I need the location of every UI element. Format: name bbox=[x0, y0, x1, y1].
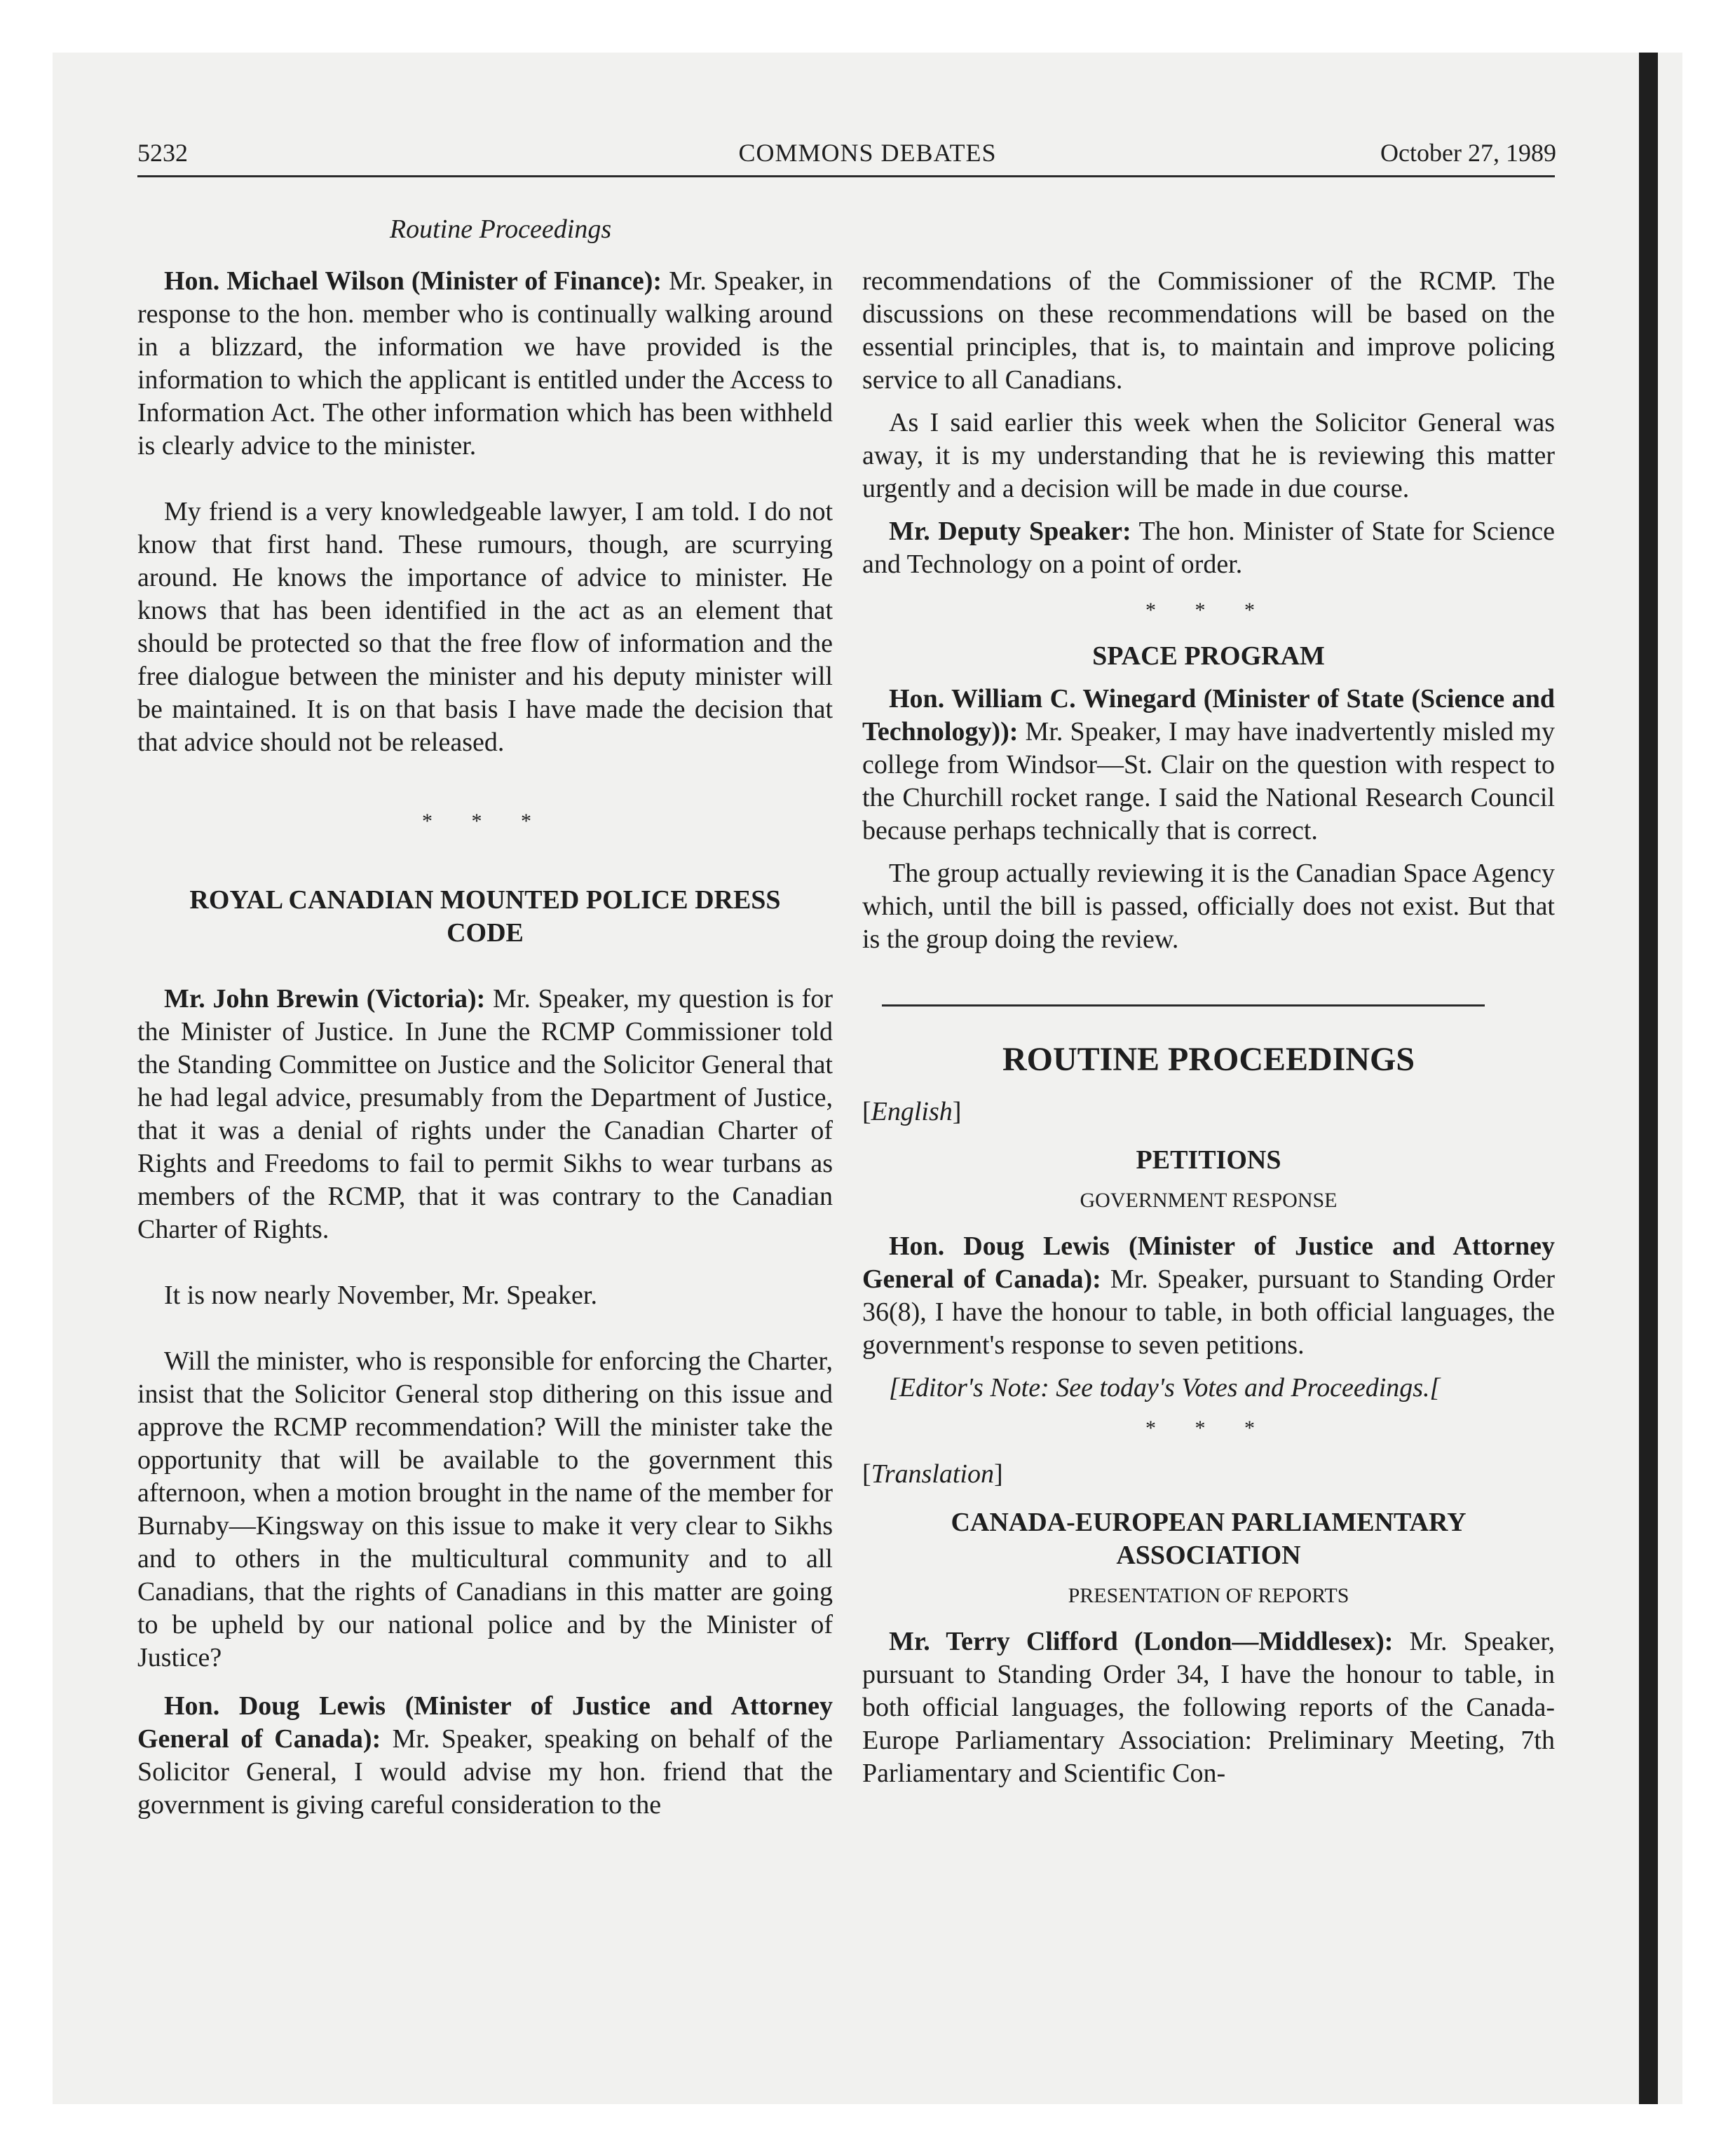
section-heading-association: CANADA-EUROPEAN PARLIAMENTARY ASSOCIATION bbox=[951, 1508, 1467, 1570]
section-heading-rcmp: ROYAL CANADIAN MOUNTED POLICE DRESS CODE bbox=[189, 885, 781, 948]
speech-text: Mr. Speaker, I may have inadvertently misled my college from Windsor—St. Clair on the question with respect to the Churchill rocket range. I said the National Research Council because perhaps technically that is correct. bbox=[862, 717, 1555, 845]
lewis-paragraph-2: As I said earlier this week when the Solicitor General was away, it is my understanding that he is reviewing this matter urgently and a decision will be made in due course. bbox=[862, 408, 1555, 503]
language-marker-english: [English] bbox=[862, 1097, 962, 1126]
speaker-name: Hon. Doug Lewis (Minister of Justice and Attorney General of Canada): bbox=[862, 1231, 1555, 1294]
brewin-paragraph-2: It is now nearly November, Mr. Speaker. bbox=[164, 1281, 597, 1310]
publication-title: COMMONS DEBATES bbox=[738, 139, 997, 167]
speech-text: Mr. Speaker, my question is for the Minister of Justice. In June the RCMP Commissioner told the Standing Committee on Justice and the Solicitor General that he had legal advice, presumably from the Department of Justice, that it was a denial of rights under the Canadian Charter of Rights and Freedoms to fail to permit Sikhs to wear turbans as members of the RCMP, that it was contrary to the Canadian Charter of Rights. bbox=[137, 984, 833, 1244]
section-separator: * * * bbox=[1145, 599, 1272, 622]
speech-text: Mr. Speaker, in response to the hon. member who is continually walking around in a blizzard, the information we have provided is the information to which the applicant is entitled under the Access to Information Act. The other information which has been withheld is clearly advice to the minister. bbox=[137, 266, 833, 460]
winegard-paragraph bbox=[862, 683, 1555, 847]
speaker-name: Mr. Deputy Speaker: bbox=[889, 517, 1131, 546]
wilson-paragraph bbox=[137, 265, 833, 463]
section-separator: * * * bbox=[422, 810, 548, 833]
section-heading-space: SPACE PROGRAM bbox=[1092, 641, 1325, 671]
speaker-name: Hon. William C. Winegard (Minister of State (Science and Technology)): bbox=[862, 684, 1555, 746]
right-column bbox=[862, 265, 1555, 1790]
subheading-presentation-of-reports: PRESENTATION OF REPORTS bbox=[1068, 1584, 1349, 1607]
lewis-petitions-paragraph bbox=[862, 1230, 1555, 1362]
winegard-paragraph-2: The group actually reviewing it is the Canadian Space Agency which, until the bill is passed, officially does not exist. But that is the group doing the review. bbox=[862, 859, 1555, 954]
speaker-name: Hon. Michael Wilson (Minister of Finance): bbox=[164, 266, 662, 296]
scan-edge-shadow bbox=[1639, 53, 1658, 2104]
header-rule bbox=[137, 175, 1555, 177]
speech-text: The hon. Minister of State for Science and Technology on a point of order. bbox=[862, 517, 1555, 579]
speech-text: Mr. Speaker, pursuant to Standing Order 34, I have the honour to table, in both official languages, the following reports of the Canada-Europe Parliamentary Association: Preliminary Meeting, 7th Parliamentary and Scientific Con- bbox=[862, 1627, 1556, 1788]
speech-text: Mr. Speaker, pursuant to Standing Order 36(8), I have the honour to table, in both official languages, the government's response to seven petitions. bbox=[862, 1264, 1555, 1360]
left-column bbox=[137, 265, 833, 1822]
wilson-paragraph-2: My friend is a very knowledgeable lawyer, I am told. I do not know that first hand. These rumours, though, are scurrying around. He knows the importance of advice to minister. He knows that has been identified in the act as an element that should be protected so that the free flow of information and the free dialogue between the minister and his deputy minister will be maintained. It is on that basis I have made the decision that that advice should not be released. bbox=[137, 497, 833, 757]
deputy-speaker-paragraph bbox=[862, 515, 1555, 581]
speaker-name: Hon. Doug Lewis (Minister of Justice and Attorney General of Canada): bbox=[137, 1691, 833, 1754]
clifford-paragraph bbox=[862, 1625, 1555, 1790]
speaker-name: Mr. John Brewin (Victoria): bbox=[164, 984, 486, 1014]
publication-date: October 27, 1989 bbox=[1380, 139, 1556, 167]
brewin-paragraph-3: Will the minister, who is responsible for enforcing the Charter, insist that the Solicitor General stop dithering on this issue and approve the RCMP recommendation? Will the minister take the opportunity that will be available to the government this afternoon, when a motion brought in the name of the member for Burnaby—Kingsway on this issue to make it very clear to Sikhs and to others in the multicultural community and to all Canadians, that the rights of Canadians in this matter are going to be upheld by our national police and by the Minister of Justice? bbox=[137, 1346, 833, 1672]
language-marker-translation: [Translation] bbox=[862, 1459, 1003, 1489]
brewin-paragraph bbox=[137, 983, 833, 1246]
running-head: Routine Proceedings bbox=[389, 214, 612, 244]
page-number: 5232 bbox=[137, 139, 188, 167]
section-heading-petitions: PETITIONS bbox=[1136, 1145, 1281, 1175]
speaker-name: Mr. Terry Clifford (London—Middlesex): bbox=[889, 1627, 1394, 1656]
section-separator: * * * bbox=[1145, 1417, 1272, 1440]
speech-text: Mr. Speaker, speaking on behalf of the Solicitor General, I would advise my hon. friend that the government is giving careful consideration to the bbox=[137, 1724, 834, 1820]
lewis-continued: recommendations of the Commissioner of the RCMP. The discussions on these recommendations will be based on the essential principles, that is, to maintain and improve policing service to all Canadians. bbox=[862, 266, 1555, 395]
editors-note: [Editor's Note: See today's Votes and Proceedings.[ bbox=[889, 1373, 1441, 1403]
section-title-routine-proceedings: ROUTINE PROCEEDINGS bbox=[1002, 1041, 1415, 1078]
subheading-government-response: GOVERNMENT RESPONSE bbox=[1080, 1189, 1338, 1212]
lewis-paragraph bbox=[137, 1690, 833, 1822]
